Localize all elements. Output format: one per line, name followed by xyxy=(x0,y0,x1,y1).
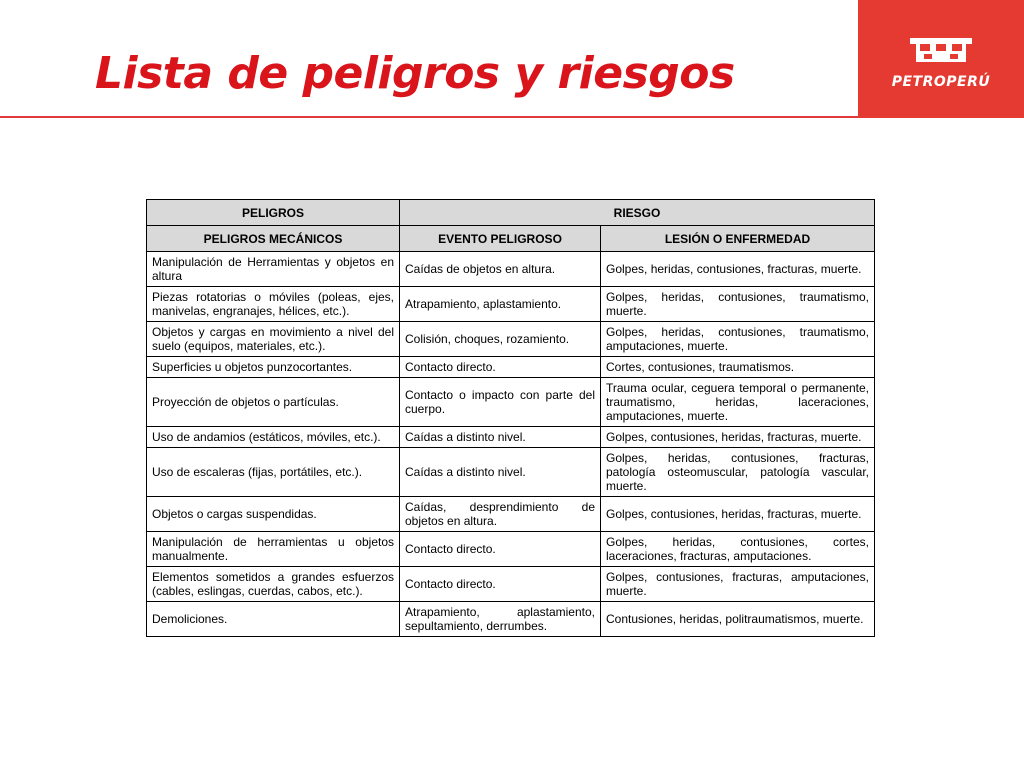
table-row xyxy=(147,567,875,602)
event-cell: Caídas a distinto nivel. xyxy=(400,427,601,448)
injury-cell: Golpes, heridas, contusiones, fracturas, muerte. xyxy=(601,252,875,287)
event-cell: Caídas de objetos en altura. xyxy=(400,252,601,287)
event-cell: Contacto directo. xyxy=(400,532,601,567)
injury-cell: Golpes, contusiones, fracturas, amputaciones, muerte. xyxy=(601,567,875,602)
hazard-cell: Uso de andamios (estáticos, móviles, etc.). xyxy=(147,427,400,448)
injury-cell: Contusiones, heridas, politraumatismos, muerte. xyxy=(601,602,875,637)
hazard-cell: Manipulación de herramientas u objetos manualmente. xyxy=(147,532,400,567)
event-cell: Colisión, choques, rozamiento. xyxy=(400,322,601,357)
petroperu-logo xyxy=(858,0,1024,118)
table-row xyxy=(147,252,875,287)
hazard-cell: Uso de escaleras (fijas, portátiles, etc.). xyxy=(147,448,400,497)
injury-cell: Golpes, heridas, contusiones, cortes, laceraciones, fracturas, amputaciones. xyxy=(601,532,875,567)
table-body xyxy=(147,252,875,637)
hazard-cell: Superficies u objetos punzocortantes. xyxy=(147,357,400,378)
event-cell: Caídas, desprendimiento de objetos en altura. xyxy=(400,497,601,532)
table-row xyxy=(147,287,875,322)
injury-cell: Golpes, heridas, contusiones, traumatismo, amputaciones, muerte. xyxy=(601,322,875,357)
event-cell: Contacto directo. xyxy=(400,567,601,602)
header-riesgo: RIESGO xyxy=(400,200,875,226)
event-cell: Atrapamiento, aplastamiento. xyxy=(400,287,601,322)
hazard-cell: Objetos y cargas en movimiento a nivel del suelo (equipos, materiales, etc.). xyxy=(147,322,400,357)
hazards-table xyxy=(146,199,875,637)
header-peligros-mecanicos: PELIGROS MECÁNICOS xyxy=(147,226,400,252)
event-cell: Contacto o impacto con parte del cuerpo. xyxy=(400,378,601,427)
title-underline xyxy=(0,116,860,118)
hazard-cell: Manipulación de Herramientas y objetos en altura xyxy=(147,252,400,287)
injury-cell: Golpes, contusiones, heridas, fracturas, muerte. xyxy=(601,497,875,532)
event-cell: Caídas a distinto nivel. xyxy=(400,448,601,497)
hazard-cell: Elementos sometidos a grandes esfuerzos (cables, eslingas, cuerdas, cabos, etc.). xyxy=(147,567,400,602)
header-lesion-enfermedad: LESIÓN O ENFERMEDAD xyxy=(601,226,875,252)
hazard-cell: Piezas rotatorias o móviles (poleas, ejes, manivelas, engranajes, hélices, etc.). xyxy=(147,287,400,322)
event-cell: Atrapamiento, aplastamiento, sepultamiento, derrumbes. xyxy=(400,602,601,637)
table-row xyxy=(147,532,875,567)
injury-cell: Golpes, heridas, contusiones, fracturas, patología osteomuscular, patología vascular, muerte. xyxy=(601,448,875,497)
slide-title: Lista de peligros y riesgos xyxy=(95,48,735,99)
table-row xyxy=(147,602,875,637)
group-header-row xyxy=(147,200,875,226)
hazard-cell: Proyección de objetos o partículas. xyxy=(147,378,400,427)
injury-cell: Golpes, heridas, contusiones, traumatismo, muerte. xyxy=(601,287,875,322)
header-peligros: PELIGROS xyxy=(147,200,400,226)
hazard-cell: Objetos o cargas suspendidas. xyxy=(147,497,400,532)
injury-cell: Golpes, contusiones, heridas, fracturas, muerte. xyxy=(601,427,875,448)
column-header-row xyxy=(147,226,875,252)
event-cell: Contacto directo. xyxy=(400,357,601,378)
table-row xyxy=(147,448,875,497)
table-row xyxy=(147,497,875,532)
table-row xyxy=(147,322,875,357)
table-row xyxy=(147,427,875,448)
header-evento-peligroso: EVENTO PELIGROSO xyxy=(400,226,601,252)
table-row xyxy=(147,378,875,427)
table-row xyxy=(147,357,875,378)
petroperu-emblem-icon xyxy=(908,32,974,68)
hazard-cell: Demoliciones. xyxy=(147,602,400,637)
logo-wordmark: PETROPERÚ xyxy=(891,74,991,90)
injury-cell: Cortes, contusiones, traumatismos. xyxy=(601,357,875,378)
injury-cell: Trauma ocular, ceguera temporal o permanente, traumatismo, heridas, laceraciones, amputaciones, muerte. xyxy=(601,378,875,427)
